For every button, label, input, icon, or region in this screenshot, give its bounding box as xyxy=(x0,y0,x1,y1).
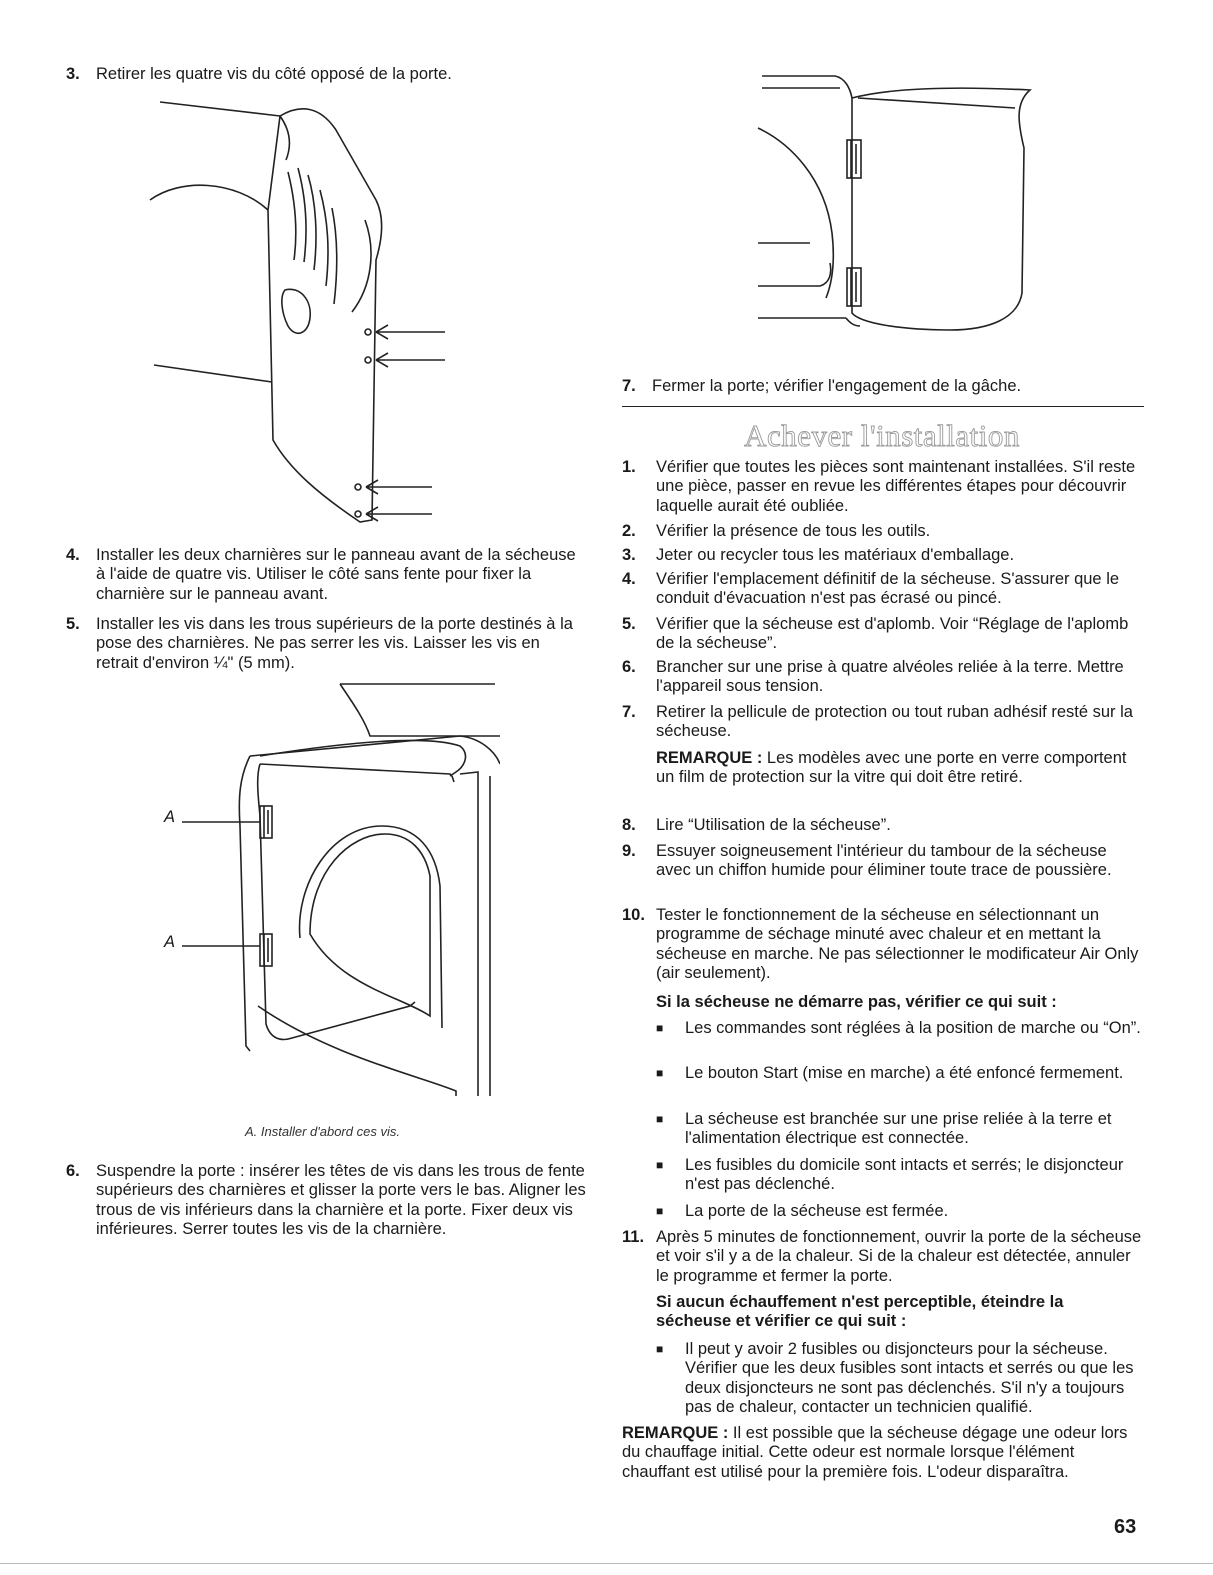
item-number: 7. xyxy=(622,703,636,721)
step-5 xyxy=(66,615,586,673)
figure-door-screws-removal xyxy=(140,90,460,530)
bullet-text: La sécheuse est branchée sur une prise reliée à la terre et l'alimentation électrique est connectée. xyxy=(685,1110,1112,1148)
list-item xyxy=(622,906,1142,984)
item-text: Jeter ou recycler tous les matériaux d'emballage. xyxy=(656,546,1015,564)
section-title: Achever l'installation xyxy=(744,418,1020,453)
bullet-item xyxy=(656,1110,1146,1149)
item-number: 9. xyxy=(622,842,636,860)
item-number: 3. xyxy=(622,546,636,564)
figure-hinge-install xyxy=(160,676,500,1106)
bullet-icon: ■ xyxy=(656,1204,664,1218)
item-text: Vérifier que toutes les pièces sont maintenant installées. S'il reste une pièce, passer en revue les différentes étapes pour découvrir laquelle aurait été oubliée. xyxy=(656,458,1136,515)
figure-caption: A. Installer d'abord ces vis. xyxy=(245,1124,400,1139)
bullet-icon: ■ xyxy=(656,1112,664,1126)
item-text: Essuyer soigneusement l'intérieur du tambour de la sécheuse avec un chiffon humide pour éliminer toute trace de poussière. xyxy=(656,842,1112,880)
list-item xyxy=(622,570,1142,609)
item-number: 5. xyxy=(622,615,636,633)
note-label: REMARQUE : xyxy=(656,749,763,767)
item-number: 10. xyxy=(622,906,645,924)
section-divider xyxy=(622,406,1144,407)
step-4 xyxy=(66,546,586,604)
note-text: Il est possible que la sécheuse dégage une odeur lors du chauffage initial. Cette odeur est normale lorsque l'élément chauffant est utilisé pour la première fois. L'odeur disparaîtra. xyxy=(622,1424,1128,1481)
step-number: 3. xyxy=(66,65,80,83)
bullet-item xyxy=(656,1156,1146,1195)
bullet-item xyxy=(656,1340,1146,1418)
item-number: 1. xyxy=(622,458,636,476)
step-number: 4. xyxy=(66,546,80,564)
item-text: Lire “Utilisation de la sécheuse”. xyxy=(656,816,891,834)
step-text: Installer les vis dans les trous supérieurs de la porte destinés à la pose des charnières. Ne pas serrer les vis. Laisser les vis en retrait d'environ ¼" (5 mm). xyxy=(96,615,573,672)
step-text: Suspendre la porte : insérer les têtes de vis dans les trous de fente supérieurs des charnières et glisser la porte vers le bas. Aligner les trous de vis inférieurs dans la charnière et la porte. Fixer deux vis inférieures. Serrer toutes les vis de la charnière. xyxy=(96,1162,586,1239)
step-text: Fermer la porte; vérifier l'engagement de la gâche. xyxy=(652,377,1022,395)
item-number: 6. xyxy=(622,658,636,676)
item-number: 2. xyxy=(622,522,636,540)
note-label: REMARQUE : xyxy=(622,1424,729,1442)
list-item xyxy=(622,1228,1142,1286)
bullet-text: Les commandes sont réglées à la position de marche ou “On”. xyxy=(685,1019,1141,1037)
final-note xyxy=(622,1424,1144,1482)
figure-label-a-top: A xyxy=(164,808,176,826)
bullet-icon: ■ xyxy=(656,1066,664,1080)
check-heading-no-heat: Si aucun échauffement n'est perceptible, éteindre la sécheuse et vérifier ce qui suit : xyxy=(656,1293,1064,1331)
step-number: 6. xyxy=(66,1162,80,1180)
step-number: 5. xyxy=(66,615,80,633)
bullet-icon: ■ xyxy=(656,1158,664,1172)
item-text: Après 5 minutes de fonctionnement, ouvrir la porte de la sécheuse et voir s'il y a de la chaleur. Si de la chaleur est détectée, annuler le programme et fermer la porte. xyxy=(656,1228,1142,1285)
step-text: Retirer les quatre vis du côté opposé de la porte. xyxy=(96,65,452,83)
bullet-item xyxy=(656,1064,1146,1083)
step-text: Installer les deux charnières sur le panneau avant de la sécheuse à l'aide de quatre vis. Utiliser le côté sans fente pour fixer la charnière sur le panneau avant. xyxy=(96,546,576,603)
list-item xyxy=(622,522,1142,541)
item-text: Vérifier la présence de tous les outils. xyxy=(656,522,931,540)
bullet-icon: ■ xyxy=(656,1021,664,1035)
list-item xyxy=(622,658,1142,697)
step-7-close-door xyxy=(622,377,1142,396)
bullet-item xyxy=(656,1202,1146,1221)
page-number: 63 xyxy=(1114,1516,1137,1538)
bullet-item xyxy=(656,1019,1146,1038)
item-text: Retirer la pellicule de protection ou tout ruban adhésif resté sur la sécheuse. xyxy=(656,703,1133,741)
bullet-text: Les fusibles du domicile sont intacts et serrés; le disjoncteur n'est pas déclenché. xyxy=(685,1156,1124,1194)
item-text: Brancher sur une prise à quatre alvéoles reliée à la terre. Mettre l'appareil sous tension. xyxy=(656,658,1124,696)
list-item xyxy=(622,458,1142,516)
figure-door-closed-top xyxy=(750,68,1050,338)
step-6 xyxy=(66,1162,588,1240)
door-illustration xyxy=(140,90,460,530)
list-item xyxy=(622,703,1142,742)
bullet-icon: ■ xyxy=(656,1342,664,1356)
note-text: Les modèles avec une porte en verre comportent un film de protection sur la vitre qui doit être retiré. xyxy=(656,749,1127,787)
step-3 xyxy=(66,65,586,84)
list-item xyxy=(622,546,1142,565)
item-text: Vérifier l'emplacement définitif de la sécheuse. S'assurer que le conduit d'évacuation n'est pas écrasé ou pincé. xyxy=(656,570,1120,608)
dryer-front-illustration xyxy=(160,676,500,1106)
item-number: 11. xyxy=(622,1228,645,1246)
door-closed-illustration xyxy=(750,68,1050,338)
item-text: Vérifier que la sécheuse est d'aplomb. Voir “Réglage de l'aplomb de la sécheuse”. xyxy=(656,615,1129,653)
item-number: 8. xyxy=(622,816,636,834)
item-text: Tester le fonctionnement de la sécheuse en sélectionnant un programme de séchage minuté avec chaleur et en mettant la sécheuse en marche. Ne pas sélectionner le modificateur Air Only (air seulement). xyxy=(656,906,1139,983)
note-glass-door xyxy=(656,749,1144,788)
page-bottom-rule xyxy=(0,1563,1213,1564)
list-item xyxy=(622,816,1142,835)
bullet-text: Le bouton Start (mise en marche) a été enfoncé fermement. xyxy=(685,1064,1124,1082)
step-number: 7. xyxy=(622,377,636,395)
bullet-text: La porte de la sécheuse est fermée. xyxy=(685,1202,949,1220)
figure-label-a-bottom: A xyxy=(164,933,176,951)
check-heading-no-start: Si la sécheuse ne démarre pas, vérifier ce qui suit : xyxy=(656,993,1057,1011)
list-item xyxy=(622,615,1142,654)
bullet-text: Il peut y avoir 2 fusibles ou disjoncteurs pour la sécheuse. Vérifier que les deux fusibles sont intacts et serrés ou que les deux disjoncteurs ne sont pas déclenchés. S'il n'y a toujours pas de chaleur, contacter un technicien qualifié. xyxy=(685,1340,1134,1417)
item-number: 4. xyxy=(622,570,636,588)
list-item xyxy=(622,842,1142,881)
